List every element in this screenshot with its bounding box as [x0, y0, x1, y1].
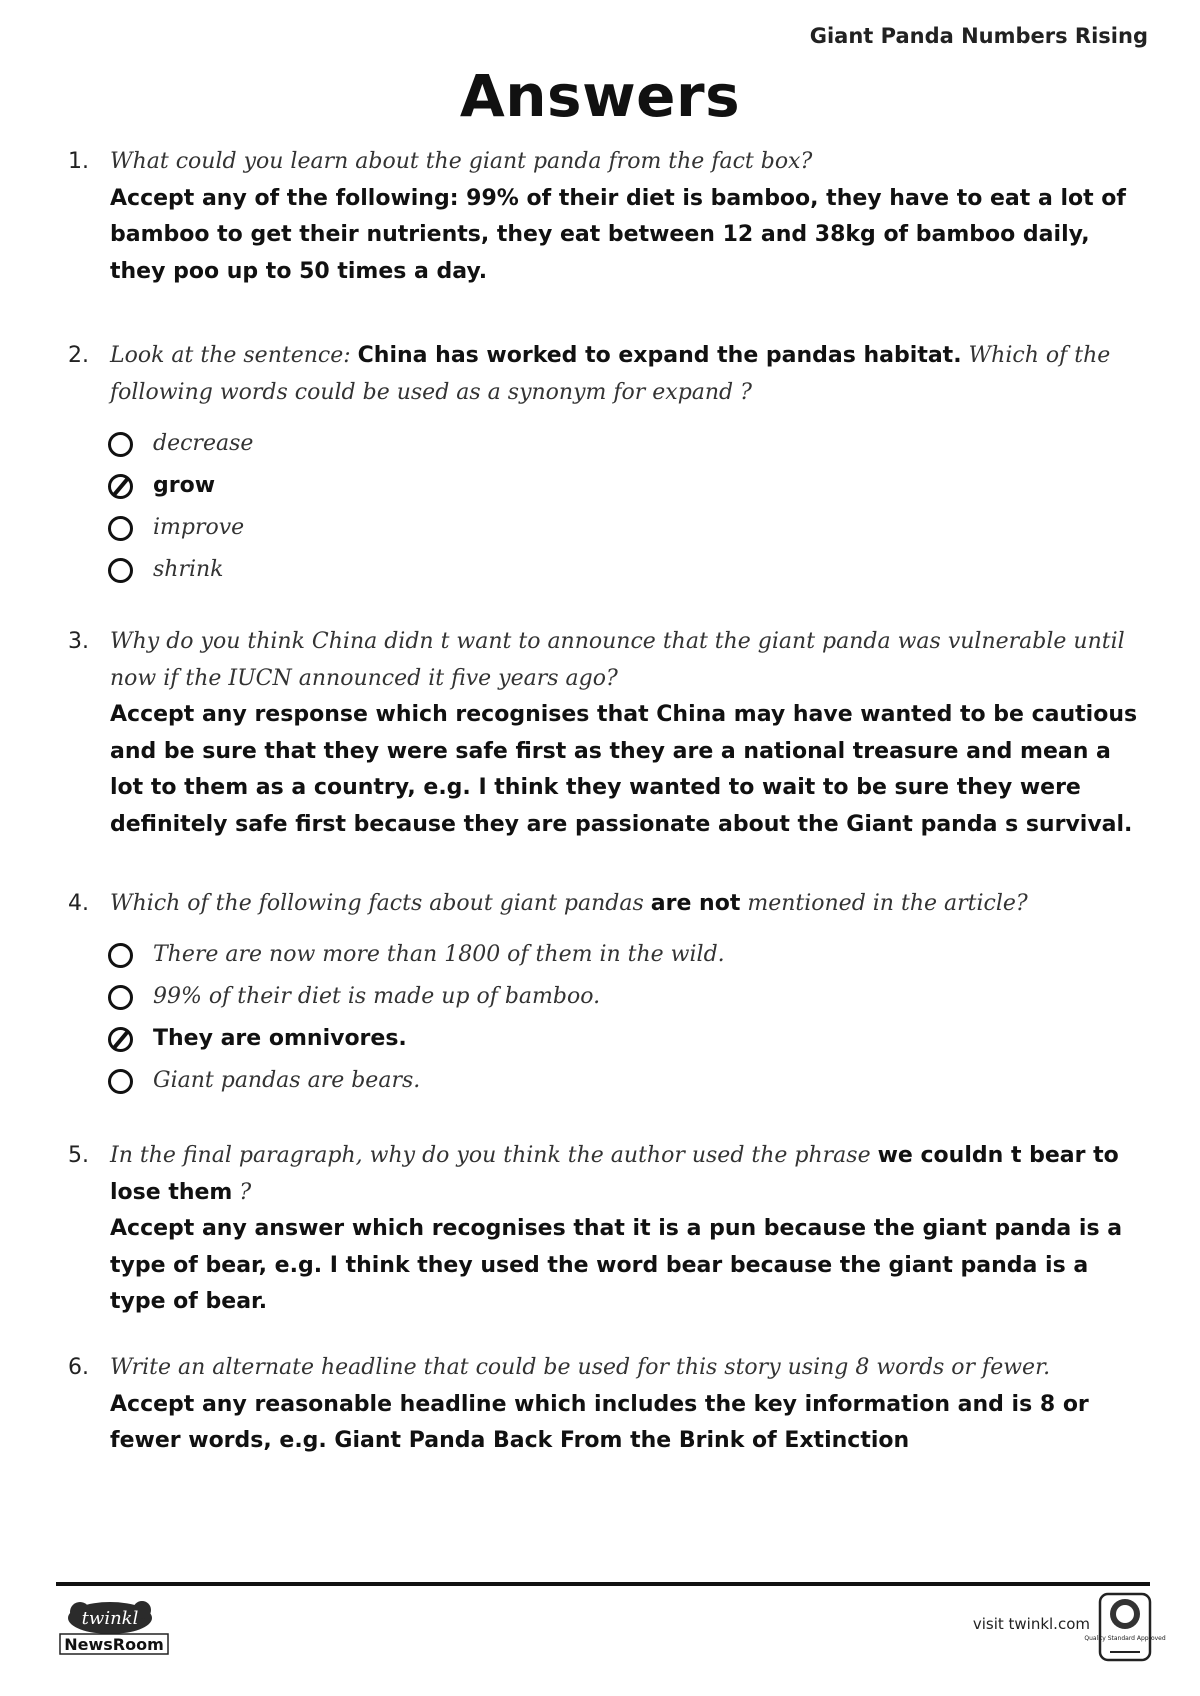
svg-text:Quality Standard Approved: Quality Standard Approved: [1084, 1635, 1166, 1642]
question-text: What could you learn about the giant panda from the fact box?: [110, 149, 813, 174]
question-4: [68, 886, 1148, 1103]
radio-unchecked-icon[interactable]: [108, 516, 133, 541]
radio-checked-icon[interactable]: [108, 1027, 133, 1052]
option-1800-in-wild[interactable]: [108, 935, 1148, 977]
option-label: shrink: [153, 556, 224, 582]
quality-standard-badge-icon: [1084, 1592, 1166, 1662]
question-number: 4.: [68, 891, 89, 916]
radio-unchecked-icon[interactable]: [108, 558, 133, 583]
answer-text: Accept any reasonable headline which includes the key information and is 8 or fewer words, e.g. Giant Panda Back From the Brink of Extinction: [110, 1391, 1089, 1453]
question-number: 1.: [68, 149, 89, 174]
option-grow[interactable]: [108, 465, 1148, 507]
answer-text: Accept any of the following: 99% of their diet is bamboo, they have to eat a lot of bamboo to get their nutrients, they eat between 12 and 38kg of bamboo daily, they poo up to 50 times a day.: [110, 185, 1126, 284]
question-3: [68, 624, 1148, 843]
question-1: [68, 144, 1148, 290]
radio-unchecked-icon[interactable]: [108, 985, 133, 1010]
radio-unchecked-icon[interactable]: [108, 432, 133, 457]
radio-checked-icon[interactable]: [108, 474, 133, 499]
question-text: Write an alternate headline that could be used for this story using 8 words or fewer.: [110, 1355, 1051, 1380]
twinkl-newsroom-logo: [58, 1600, 170, 1656]
footer-divider: [56, 1582, 1150, 1586]
option-label: Giant pandas are bears.: [153, 1068, 421, 1094]
radio-unchecked-icon[interactable]: [108, 943, 133, 968]
radio-unchecked-icon[interactable]: [108, 1069, 133, 1094]
question-number: 6.: [68, 1355, 89, 1380]
answer-text: Accept any answer which recognises that it is a pun because the giant panda is a type of bear, e.g. I think they used the word bear because the giant panda is a type of bear.: [110, 1216, 1123, 1314]
option-label: 99% of their diet is made up of bamboo.: [153, 984, 601, 1010]
answer-options: [110, 423, 1148, 591]
question-6: [68, 1350, 1148, 1460]
option-label: They are omnivores.: [153, 1026, 407, 1052]
question-number: 3.: [68, 629, 89, 654]
document-header-title: Giant Panda Numbers Rising: [809, 24, 1148, 48]
answer-text: Accept any response which recognises that China may have wanted to be cautious and be sure that they were safe first as they are a national treasure and mean a lot to them as a country, e.g. I think they wanted to wait to be sure they were definitely safe first because they are passionate about the Giant panda s survival.: [110, 702, 1138, 837]
option-label: improve: [153, 514, 245, 540]
svg-text:twinkl: twinkl: [81, 1608, 139, 1629]
question-text: Which of the following facts about giant pandas are not mentioned in the article?: [110, 891, 1028, 916]
page-title: Answers: [459, 62, 741, 130]
footer-url[interactable]: visit twinkl.com: [972, 1615, 1090, 1633]
option-decrease[interactable]: [108, 423, 1148, 465]
question-number: 5.: [68, 1143, 89, 1168]
option-label: grow: [153, 472, 216, 498]
option-label: decrease: [153, 430, 254, 456]
option-shrink[interactable]: [108, 549, 1148, 591]
option-bamboo-diet[interactable]: [108, 977, 1148, 1019]
option-omnivores[interactable]: [108, 1019, 1148, 1061]
question-number: 2.: [68, 343, 89, 368]
question-text: Why do you think China didn t want to announce that the giant panda was vulnerable until now if the IUCN announced it five years ago?: [110, 629, 1125, 691]
question-text: Look at the sentence: China has worked to expand the pandas habitat. Which of the following words could be used as a synonym for expand ?: [110, 343, 1111, 405]
question-5: [68, 1138, 1148, 1321]
option-bears[interactable]: [108, 1061, 1148, 1103]
question-text: In the final paragraph, why do you think the author used the phrase we couldn t bear to lose them ?: [110, 1143, 1119, 1205]
svg-text:NewsRoom: NewsRoom: [64, 1635, 164, 1654]
answer-options: [110, 935, 1148, 1103]
question-2: [68, 338, 1148, 591]
option-improve[interactable]: [108, 507, 1148, 549]
option-label: There are now more than 1800 of them in the wild.: [153, 942, 725, 968]
